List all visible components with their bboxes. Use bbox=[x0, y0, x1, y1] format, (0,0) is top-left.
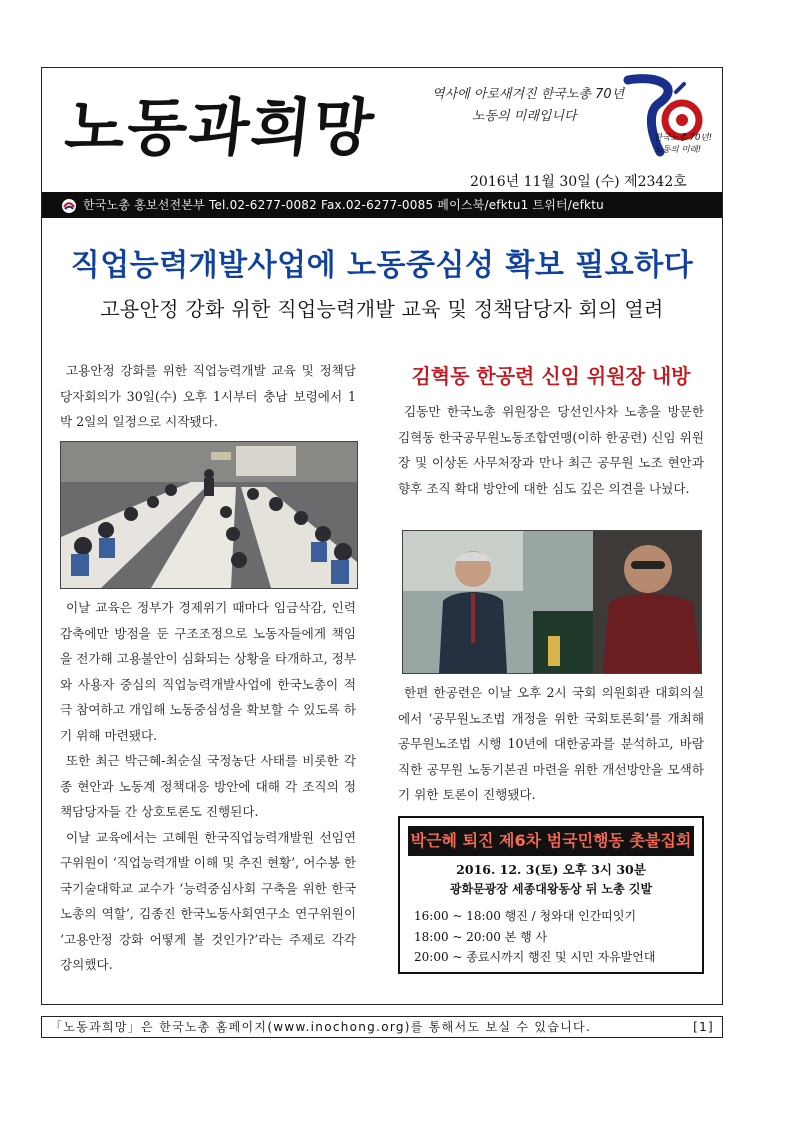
conference-photo-image bbox=[61, 442, 357, 588]
rally-datetime: 2016. 12. 3(토) 오후 3시 30분 bbox=[456, 862, 646, 877]
main-subheadline: 고용안정 강화 위한 직업능력개발 교육 및 정책담당자 회의 열려 bbox=[100, 297, 664, 321]
contact-bar-text: 한국노총 홍보선전본부 Tel.02-6277-0082 Fax.02-6277-0085 페이스북/efktu1 트위터/efktu bbox=[83, 198, 604, 212]
slogan-line-1: 역사에 아로새겨진 한국노총 70년 bbox=[432, 87, 625, 102]
schedule-item: 18:00 ~ 20:00 본 행 사 bbox=[414, 929, 548, 944]
conference-photo bbox=[60, 441, 358, 589]
main-headline: 직업능력개발사업에 노동중심성 확보 필요하다 bbox=[70, 248, 694, 283]
schedule-item: 20:00 ~ 종료시까지 행진 및 시민 자유발언대 bbox=[414, 950, 656, 964]
logo-caption-line-1: 한국노총 70년! bbox=[654, 133, 712, 143]
footer-text: 「노동과희망」은 한국노총 홈페이지(www.inochong.org)를 통해서도 보실 수 있습니다. bbox=[50, 1020, 592, 1034]
left-paragraph-2: 이날 교육은 정부가 경제위기 때마다 임금삭감, 인력감축에만 방점을 둔 구조조정으로 노동자들에게 책임을 전가해 고용불안이 심화되는 상황을 타개하고, 정부와 사용자 중심의 직업능력개발사업에 한국노총이 적극 참여하고 개입해 노동중심성을 확보할 수 있도록 하기 위해 마련됐다. bbox=[60, 600, 356, 743]
right-article-headline: 김혁동 한공련 신임 위원장 내방 bbox=[411, 364, 691, 388]
rally-announcement-box bbox=[398, 816, 704, 974]
right-paragraph-2: 한편 한공련은 이날 오후 2시 국회 의원회관 대회의실에서 ‘공무원노조법 개정을 위한 국회토론회’를 개최해 공무원노조법 시행 10년에 대한공과를 분석하고, 바람직한 공무원 노동기본권 마련을 위한 개선방안을 모색하기 위한 토론이 진행됐다. bbox=[398, 685, 704, 802]
rally-title: 박근혜 퇴진 제6차 범국민행동 촛불집회 bbox=[408, 826, 694, 856]
right-article-intro bbox=[398, 399, 704, 501]
left-article-body bbox=[60, 595, 356, 978]
right-paragraph-1: 김동만 한국노총 위원장은 당선인사차 노총을 방문한 김혁동 한국공무원노동조합연맹(이하 한공련) 신임 위원장 및 이상돈 사무처장과 만나 최근 공무원 노조 현안과 향후 조직 확대 방안에 대한 심도 깊은 의견을 나눴다. bbox=[398, 404, 704, 496]
rally-schedule bbox=[414, 906, 655, 968]
issue-date-number: 2016년 11월 30일 (수) 제2342호 bbox=[470, 174, 687, 190]
right-article-body bbox=[398, 680, 704, 808]
logo-caption-line-2: 노동의 미래! bbox=[654, 145, 702, 155]
left-article-intro bbox=[60, 358, 356, 435]
page-footer bbox=[41, 1016, 723, 1038]
left-paragraph-3: 또한 최근 박근혜-최순실 국정농단 사태를 비롯한 각종 현안과 노동계 정책대응 방안에 대해 각 조직의 정책담당자들 간 상호토론도 진행된다. bbox=[60, 753, 356, 819]
meeting-photo-image bbox=[403, 531, 701, 673]
slogan-line-2: 노동의 미래입니다 bbox=[472, 109, 577, 124]
rally-place: 광화문광장 세종대왕동상 뒤 노총 깃발 bbox=[449, 882, 653, 896]
page-number: [1] bbox=[693, 1020, 714, 1034]
meeting-photo bbox=[402, 530, 702, 674]
left-paragraph-1: 고용안정 강화를 위한 직업능력개발 교육 및 정책담당자회의가 30일(수) 오후 1시부터 충남 보령에서 1박 2일의 일정으로 시작됐다. bbox=[60, 363, 356, 429]
left-paragraph-4: 이날 교육에서는 고혜원 한국직업능력개발원 선임연구위원이 ‘직업능력개발 이해 및 추진 현황’, 어수봉 한국기술대학교 교수가 ‘능력중심사회 구축을 위한 한국노총의 역할’, 김종진 한국노동사회연구소 연구위원이 ‘고용안정 강화 어떻게 볼 것인가?’라는 주제로 각각 강의했다. bbox=[60, 829, 356, 972]
masthead-title: 노동과희망 bbox=[61, 91, 379, 164]
schedule-item: 16:00 ~ 18:00 행진 / 청와대 인간띠잇기 bbox=[414, 909, 637, 923]
